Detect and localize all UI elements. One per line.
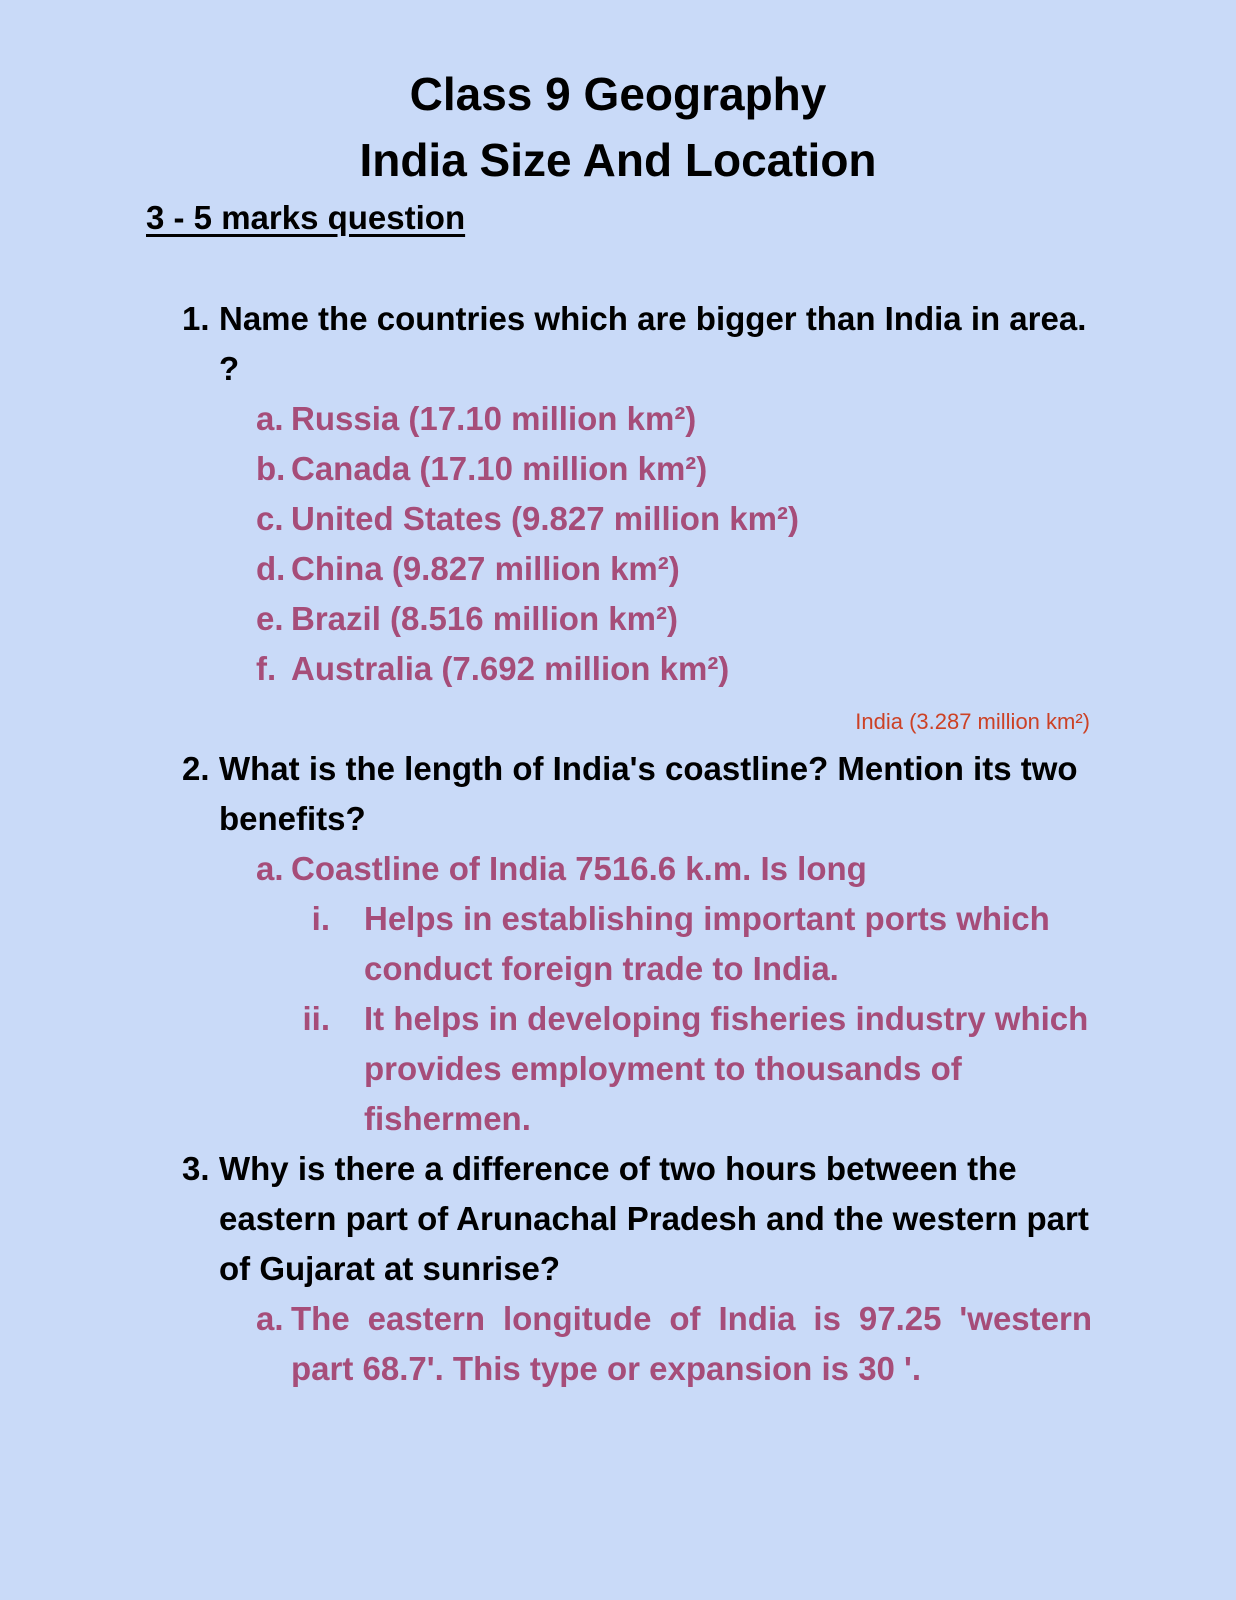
answer-text: United States (9.827 million km²) — [291, 500, 799, 537]
question-number: 3. — [182, 1150, 210, 1187]
page-subtitle: India Size And Location — [359, 134, 877, 186]
answer-marker: f. — [256, 650, 277, 687]
question-1 — [182, 294, 1102, 394]
answer-marker: d. — [256, 550, 286, 587]
answer-text: Brazil (8.516 million km²) — [291, 600, 678, 637]
answer-text: Coastline of India 7516.6 k.m. Is long — [291, 850, 867, 887]
answer-text: The eastern longitude of India is 97.25 'western part 68.7'. This type or expansion is 30 '. — [291, 1300, 1092, 1387]
sub-answer-text: It helps in developing fisheries industry which provides employment to thousands of fishermen. — [364, 1000, 1089, 1137]
question-number: 2. — [182, 750, 210, 787]
question-text: Why is there a difference of two hours between the eastern part of Arunachal Pradesh and the western part of Gujarat at sunrise? — [219, 1150, 1089, 1287]
answer-item — [256, 844, 1092, 894]
section-heading: 3 - 5 marks question — [146, 199, 466, 236]
sub-answer-item — [300, 994, 1092, 1144]
answer-marker: c. — [256, 500, 284, 537]
answer-text: Australia (7.692 million km²) — [291, 650, 730, 687]
sub-answer-marker: i. — [311, 900, 330, 937]
answer-item — [256, 1294, 1092, 1394]
page-title: Class 9 Geography — [409, 68, 827, 120]
answer-text: China (9.827 million km²) — [291, 550, 680, 587]
answer-item — [256, 494, 1092, 544]
answer-item — [256, 394, 1092, 444]
question-text: Name the countries which are bigger than India in area. ? — [219, 300, 1087, 387]
sub-answer-marker: ii. — [302, 1000, 330, 1037]
answer-text: Russia (17.10 million km²) — [291, 400, 697, 437]
answer-marker: b. — [256, 450, 286, 487]
answer-item — [256, 444, 1092, 494]
answer-marker: e. — [256, 600, 284, 637]
answer-text: Canada (17.10 million km²) — [291, 450, 708, 487]
answer-marker: a. — [256, 850, 284, 887]
answer-item — [256, 644, 1092, 694]
question-number: 1. — [182, 300, 210, 337]
question-2 — [182, 744, 1102, 844]
question-3 — [182, 1144, 1102, 1294]
answer-marker: a. — [256, 1300, 284, 1337]
answer-marker: a. — [256, 400, 284, 437]
question-text: What is the length of India's coastline? Mention its two benefits? — [219, 750, 1078, 837]
india-area-note: India (3.287 million km²) — [855, 709, 1090, 734]
sub-answer-item — [300, 894, 1092, 994]
answer-item — [256, 544, 1092, 594]
answer-item — [256, 594, 1092, 644]
sub-answer-text: Helps in establishing important ports which conduct foreign trade to India. — [364, 900, 1050, 987]
